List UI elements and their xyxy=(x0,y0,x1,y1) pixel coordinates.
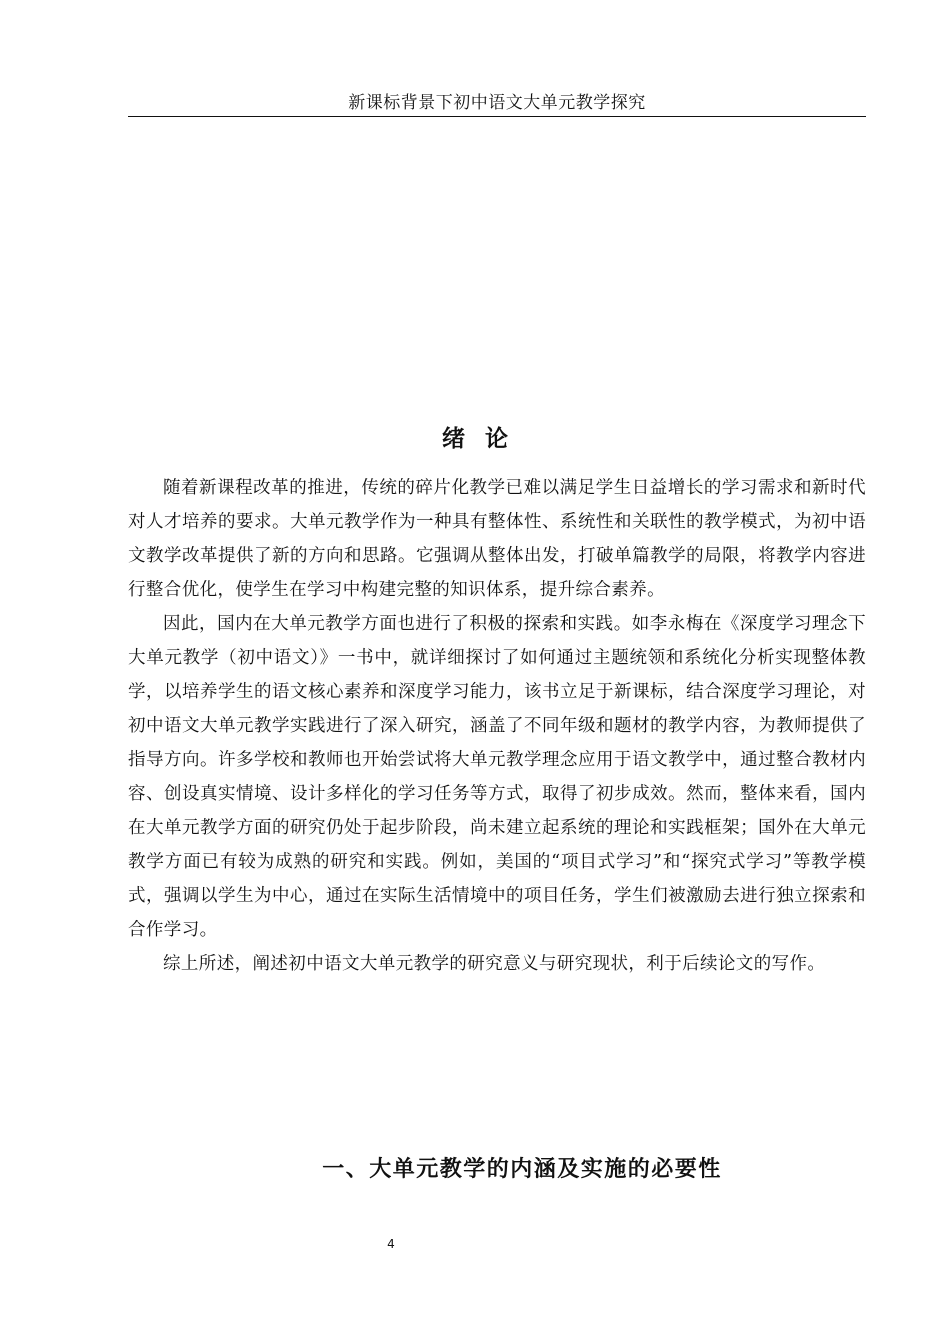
paragraph-2: 因此，国内在大单元教学方面也进行了积极的探索和实践。如李永梅在《深度学习理念下大单元教学（初中语文）》一书中，就详细探讨了如何通过主题统领和系统化分析实现整体教学，以培养学生的语文核心素养和深度学习能力，该书立足于新课标，结合深度学习理论，对初中语文大单元教学实践进行了深入研究，涵盖了不同年级和题材的教学内容，为教师提供了指导方向。许多学校和教师也开始尝试将大单元教学理念应用于语文教学中，通过整合教材内容、创设真实情境、设计多样化的学习任务等方式，取得了初步成效。然而，整体来看，国内在大单元教学方面的研究仍处于起步阶段，尚未建立起系统的理论和实践框架；国外在大单元教学方面已有较为成熟的研究和实践。例如，美国的“项目式学习”和“探究式学习”等教学模式，强调以学生为中心，通过在实际生活情境中的项目任务，学生们被激励去进行独立探索和合作学习。 xyxy=(128,614,866,940)
paragraph-3: 综上所述，阐述初中语文大单元教学的研究意义与研究现状，利于后续论文的写作。 xyxy=(163,954,826,974)
header-rule xyxy=(128,116,866,117)
body-text xyxy=(128,471,866,981)
paragraph-1: 随着新课程改革的推进，传统的碎片化教学已难以满足学生日益增长的学习需求和新时代对人才培养的要求。大单元教学作为一种具有整体性、系统性和关联性的教学模式，为初中语文教学改革提供了新的方向和思路。它强调从整体出发，打破单篇教学的局限，将教学内容进行整合优化，使学生在学习中构建完整的知识体系，提升综合素养。 xyxy=(128,478,866,600)
chapter-title: 一、大单元教学的内涵及实施的必要性 xyxy=(322,1157,722,1182)
section-title: 绪论 xyxy=(442,426,528,452)
page-number: 4 xyxy=(387,1237,395,1251)
running-header: 新课标背景下初中语文大单元教学探究 xyxy=(348,93,646,113)
